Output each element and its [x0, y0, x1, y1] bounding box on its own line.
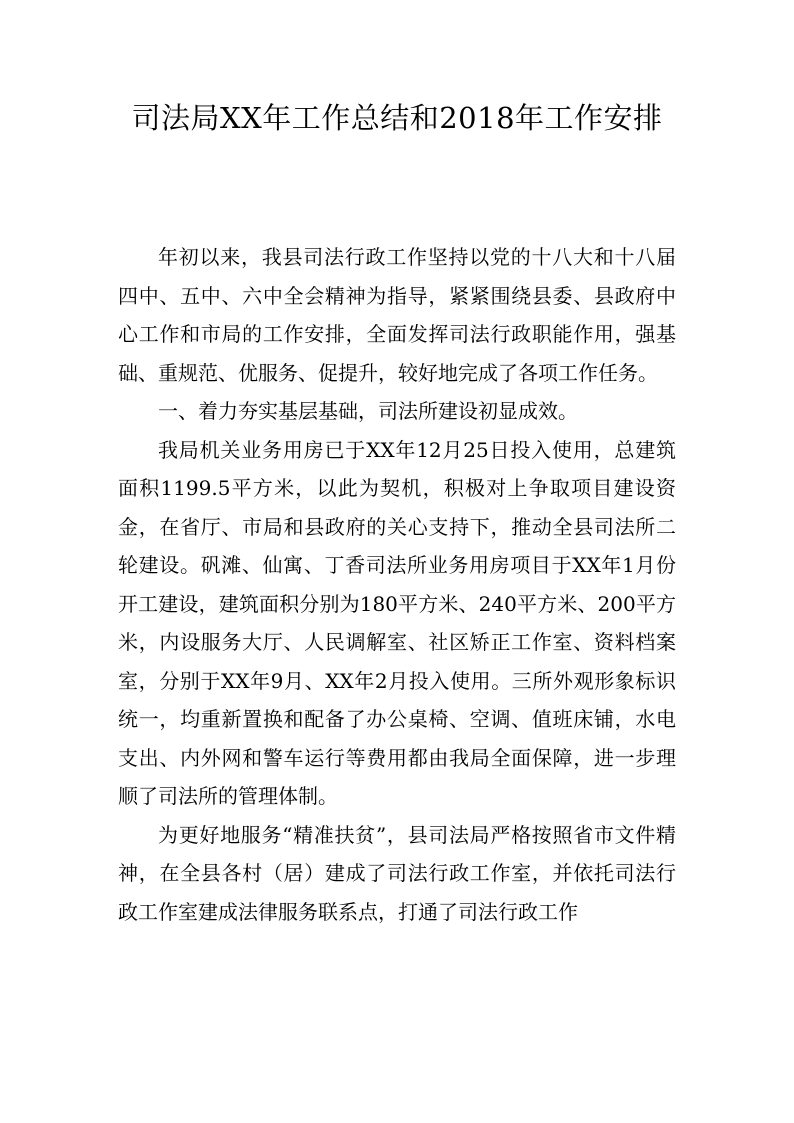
document-title: 司法局XX年工作总结和2018年工作安排 [131, 101, 663, 135]
paragraph-office-building: 我局机关业务用房已于XX年12月25日投入使用，总建筑面积1199.5平方米，以此为契机，积极对上争取项目建设资金，在省厅、市局和县政府的关心支持下，推动全县司法所二轮建设。矾滩、仙寓、丁香司法所业务用房项目于XX年1月份开工建设，建筑面积分别为180平方米、240平方米、200平方米，内设服务大厅、人民调解室、社区矫正工作室、资料档案室，分别于XX年9月、XX年2月投入使用。三所外观形象标识统一，均重新置换和配备了办公桌椅、空调、值班床铺，水电支出、内外网和警车运行等费用都由我局全面保障，进一步理顺了司法所的管理体制。 [118, 437, 676, 808]
section-heading-1: 一、着力夯实基层基础，司法所建设初显成效。 [158, 399, 578, 423]
paragraph-intro: 年初以来，我县司法行政工作坚持以党的十八大和十八届四中、五中、六中全会精神为指导，紧紧围绕县委、县政府中心工作和市局的工作安排，全面发挥司法行政职能作用，强基础、重规范、优服务、促提升，较好地完成了各项工作任务。 [118, 245, 676, 385]
paragraph-poverty-alleviation: 为更好地服务“精准扶贫”，县司法局严格按照省市文件精神，在全县各村（居）建成了司法行政工作室，并依托司法行政工作室建成法律服务联系点，打通了司法行政工作 [118, 822, 676, 924]
document-body [118, 238, 676, 931]
